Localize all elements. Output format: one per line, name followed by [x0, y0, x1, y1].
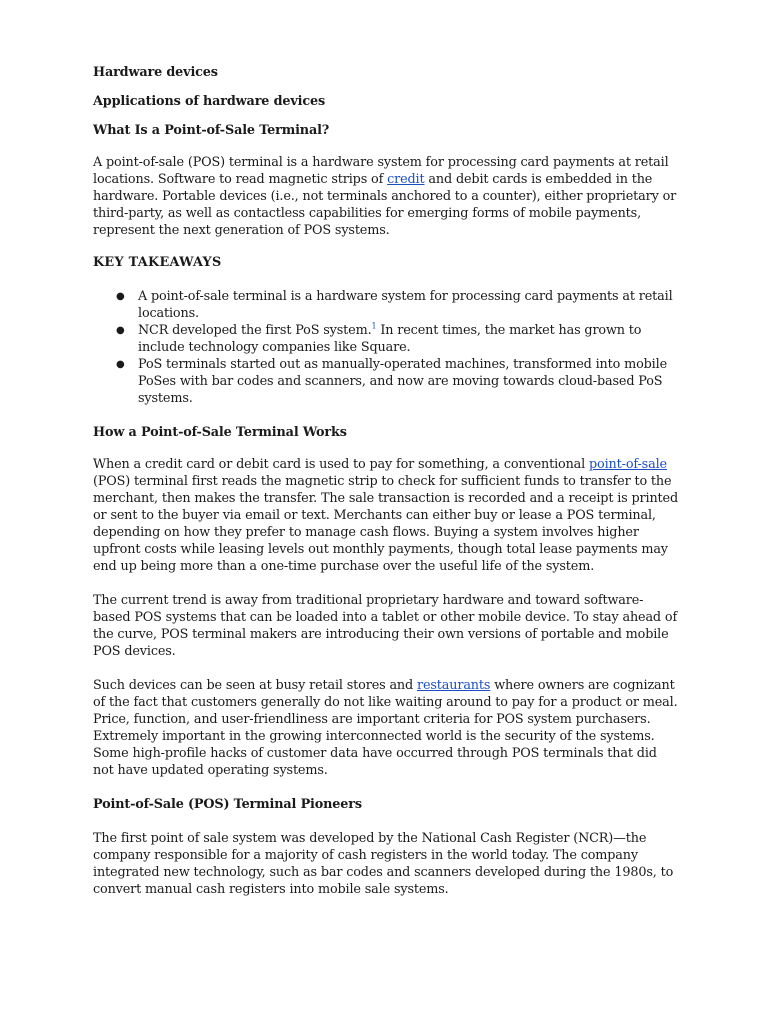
list-item	[93, 288, 678, 322]
works-text-1: When a credit card or debit card is used to pay for something, a conventional	[93, 457, 590, 472]
bullet-icon: ●	[116, 291, 125, 302]
devices-paragraph	[93, 677, 678, 779]
intro-paragraph	[93, 154, 678, 239]
footnote-reference[interactable]: 1	[371, 321, 377, 331]
list-item	[93, 322, 678, 356]
heading-key-takeaways: KEY TAKEAWAYS	[93, 255, 222, 270]
restaurants-link[interactable]: restaurants	[416, 678, 491, 693]
bullet-icon: ●	[116, 325, 125, 336]
heading-what-is-pos: What Is a Point-of-Sale Terminal?	[93, 123, 330, 138]
devices-text-1: Such devices can be seen at busy retail stores and	[93, 678, 417, 693]
takeaway-text-2a: NCR developed the first PoS system.	[138, 323, 372, 338]
works-paragraph	[93, 456, 678, 575]
takeaway-text-1: A point-of-sale terminal is a hardware system for processing card payments at retail locations.	[138, 289, 673, 321]
bullet-icon: ●	[116, 359, 125, 370]
credit-link[interactable]: credit	[387, 172, 425, 187]
point-of-sale-link[interactable]: point-of-sale	[589, 457, 667, 472]
list-item	[93, 356, 678, 407]
intro-text-1: A point-of-sale (POS) terminal is a hardware system for processing card payments at retail locations. Software to read magnetic strips of	[93, 155, 669, 187]
heading-how-it-works: How a Point-of-Sale Terminal Works	[93, 425, 347, 440]
heading-hardware-devices: Hardware devices	[93, 65, 218, 80]
heading-pioneers: Point-of-Sale (POS) Terminal Pioneers	[93, 797, 362, 812]
intro-text-2: and debit cards is embedded in the hardware. Portable devices (i.e., not terminals anchored to a counter), either proprietary or third-party, as well as contactless capabilities for emerging forms of mobile payments, represent the next generation of POS systems.	[93, 172, 677, 238]
document-page	[93, 64, 678, 898]
heading-applications: Applications of hardware devices	[93, 94, 326, 109]
takeaways-list	[93, 288, 678, 407]
works-text-2: (POS) terminal first reads the magnetic strip to check for sufficient funds to transfer to the merchant, then makes the transfer. The sale transaction is recorded and a receipt is printed or sent to the buyer via email or text. Merchants can either buy or lease a POS terminal, depending on how they prefer to manage cash flows. Buying a system involves higher upfront costs while leasing levels out monthly payments, though total lease payments may end up being more than a one-time purchase over the useful life of the system.	[93, 474, 679, 574]
takeaway-text-2b: In recent times, the market has grown to include technology companies like Square.	[138, 323, 642, 355]
pioneers-paragraph: The first point of sale system was developed by the National Cash Register (NCR)—the company responsible for a majority of cash registers in the world today. The company integrated new technology, such as bar codes and scanners developed during the 1980s, to convert manual cash registers into mobile sale systems.	[93, 831, 674, 897]
trend-paragraph: The current trend is away from traditional proprietary hardware and toward software-based POS systems that can be loaded into a tablet or other mobile device. To stay ahead of the curve, POS terminal makers are introducing their own versions of portable and mobile POS devices.	[93, 593, 678, 659]
devices-text-2: where owners are cognizant of the fact that customers generally do not like waiting around to pay for a product or meal. Price, function, and user-friendliness are important criteria for POS system purchasers. Extremely important in the growing interconnected world is the security of the systems. Some high-profile hacks of customer data have occurred through POS terminals that did not have updated operating systems.	[93, 678, 678, 778]
takeaway-text-3: PoS terminals started out as manually-operated machines, transformed into mobile PoSes with bar codes and scanners, and now are moving towards cloud-based PoS systems.	[138, 357, 667, 406]
